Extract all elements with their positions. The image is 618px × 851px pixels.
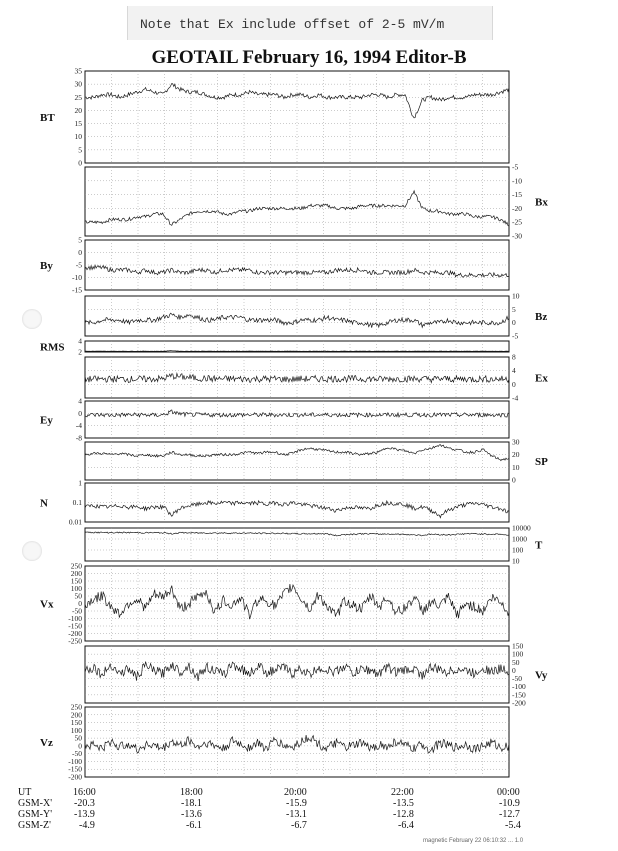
tick-label-n: 0.01: [68, 517, 82, 527]
tick-label-vz: 100: [70, 725, 82, 735]
tick-label-vz: 250: [70, 702, 82, 712]
tick-label-vx: -250: [68, 636, 82, 646]
tick-label-bt: 25: [74, 92, 82, 102]
tick-label-bt: 20: [74, 105, 82, 115]
tick-label-rms: 2: [78, 347, 82, 357]
footer-row-label: GSM-Z': [18, 820, 51, 831]
footer-time: 00:00: [497, 787, 520, 798]
tick-label-by: 0: [78, 248, 82, 257]
tick-label-by: -10: [72, 273, 82, 282]
tick-label-vz: -100: [68, 756, 82, 766]
tick-label-bz: 5: [512, 304, 516, 314]
tick-label-vz: 150: [70, 718, 82, 728]
footer-gsm-y: -12.7: [499, 809, 520, 820]
tick-label-ex: 8: [512, 352, 516, 362]
tick-label-t: 1000: [512, 534, 527, 544]
footer-row-label: UT: [18, 787, 32, 798]
tick-label-vy: 50: [512, 657, 520, 667]
tick-label-rms: 4: [78, 336, 82, 346]
footer-gsm-x: -15.9: [286, 798, 307, 809]
panel-frame-bx: [85, 167, 509, 236]
tick-label-vz: 200: [70, 710, 82, 720]
footer-time: 20:00: [284, 787, 307, 798]
tick-label-bt: 0: [78, 158, 82, 168]
tick-label-sp: 0: [512, 475, 516, 485]
tick-label-t: 10: [512, 556, 520, 566]
tick-label-bt: 10: [74, 132, 82, 142]
panel-label-ey: Ey: [40, 414, 53, 427]
tick-label-bt: 5: [78, 145, 82, 155]
tick-label-bx: -10: [512, 176, 522, 186]
tick-label-vx: -50: [72, 606, 82, 616]
tick-label-bx: -25: [512, 217, 522, 227]
tick-label-bt: 15: [74, 119, 82, 129]
tick-label-bt: 35: [74, 66, 82, 76]
tick-label-vy: -100: [512, 682, 526, 692]
tick-label-ex: -4: [512, 393, 519, 403]
tick-label-sp: 20: [512, 450, 520, 460]
tick-label-sp: 10: [512, 462, 520, 472]
tick-label-ey: 0: [78, 408, 82, 418]
annotation-note-text: Note that Ex include offset of 2-5 mV/m: [140, 17, 445, 32]
panel-label-vy: Vy: [535, 669, 548, 682]
tick-label-vz: 50: [74, 733, 82, 743]
tick-label-vx: 50: [74, 591, 82, 601]
panel-label-bt: BT: [40, 112, 55, 124]
tick-label-vy: -50: [512, 674, 522, 684]
tick-label-vy: 100: [512, 649, 524, 659]
panel-label-vx: Vx: [40, 598, 54, 611]
tick-label-ex: 4: [512, 366, 516, 376]
tick-label-by: -15: [72, 285, 82, 295]
tick-label-vy: 0: [512, 665, 516, 675]
tick-label-vx: 250: [70, 561, 82, 571]
tick-label-vy: -200: [512, 698, 526, 708]
tick-label-vx: -150: [68, 621, 82, 631]
panel-label-vz: Vz: [40, 737, 53, 749]
tick-label-vz: -200: [68, 772, 82, 782]
tick-label-bx: -30: [512, 231, 522, 241]
tick-label-ey: -8: [75, 433, 82, 443]
panel-label-t: T: [535, 539, 543, 552]
tick-label-vx: -100: [68, 614, 82, 623]
tick-label-t: 100: [512, 545, 524, 555]
tick-label-by: 5: [78, 235, 82, 245]
footer-gsm-z: -6.7: [291, 820, 307, 831]
chart-title: GEOTAIL February 16, 1994 Editor-B: [151, 47, 467, 68]
tick-label-n: 1: [78, 478, 82, 488]
footer-gsm-z: -6.1: [186, 820, 202, 831]
print-stamp: magnetic February 22 06:10:32 ... 1.0: [423, 838, 524, 844]
footer-time: 18:00: [180, 787, 203, 798]
panel-label-n: N: [40, 497, 48, 510]
footer-gsm-z: -4.9: [79, 820, 95, 831]
footer-row-label: GSM-Y': [18, 809, 53, 820]
footer-gsm-y: -13.6: [181, 809, 202, 820]
panel-label-rms: RMS: [40, 341, 65, 354]
footer-gsm-y: -12.8: [393, 809, 414, 820]
tick-label-vx: -200: [68, 629, 82, 638]
panel-label-ex: Ex: [535, 372, 548, 385]
tick-label-bx: -20: [512, 203, 522, 213]
footer-gsm-x: -20.3: [74, 798, 95, 809]
tick-label-n: 0.1: [72, 498, 82, 507]
tick-label-ex: 0: [512, 379, 516, 389]
tick-label-vy: -150: [512, 690, 526, 700]
tick-label-bt: 30: [74, 79, 82, 89]
tick-label-bz: 10: [512, 291, 520, 301]
tick-label-vx: 200: [70, 569, 82, 578]
panel-label-by: By: [40, 260, 53, 272]
tick-label-by: -5: [75, 260, 82, 270]
tick-label-vx: 100: [70, 584, 82, 593]
tick-label-bz: 0: [512, 318, 516, 328]
footer-gsm-x: -18.1: [181, 798, 202, 809]
tick-label-bx: -15: [512, 190, 522, 200]
footer-gsm-y: -13.9: [74, 809, 95, 820]
footer-gsm-x: -10.9: [499, 798, 520, 809]
tick-label-bz: -5: [512, 331, 519, 341]
tick-label-t: 10000: [512, 523, 531, 533]
footer-time: 22:00: [391, 787, 414, 798]
panel-label-bx: Bx: [535, 196, 548, 209]
tick-label-vy: 150: [512, 641, 524, 651]
tick-label-sp: 30: [512, 437, 520, 447]
tick-label-ey: -4: [75, 421, 82, 431]
panel-label-sp: SP: [535, 456, 548, 468]
footer-gsm-x: -13.5: [393, 798, 414, 809]
tick-label-vx: 150: [70, 576, 82, 586]
tick-label-vz: -150: [68, 764, 82, 774]
footer-gsm-z: -5.4: [505, 820, 521, 831]
tick-label-ey: 4: [78, 396, 82, 406]
footer-time: 16:00: [73, 787, 96, 798]
tick-label-bx: -5: [512, 162, 519, 172]
tick-label-vz: -50: [72, 749, 82, 759]
footer-gsm-z: -6.4: [398, 820, 414, 831]
tick-label-vz: 0: [78, 741, 82, 751]
footer-gsm-y: -13.1: [286, 809, 307, 820]
footer-row-label: GSM-X': [18, 798, 53, 809]
panel-label-bz: Bz: [535, 311, 548, 323]
tick-label-vx: 0: [78, 599, 82, 608]
